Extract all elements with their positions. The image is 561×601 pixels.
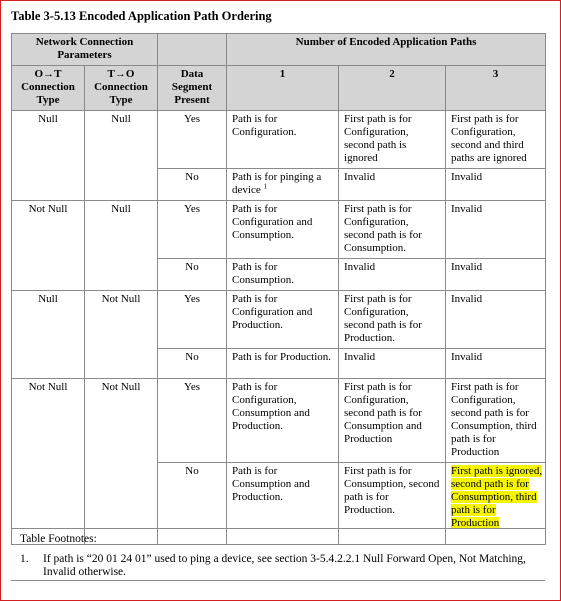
header-data-segment: Data Segment Present — [158, 66, 227, 111]
ot-type-cell: Null — [12, 291, 85, 379]
path-1-cell: Path is for Consumption and Production. — [227, 463, 339, 545]
table-row — [12, 291, 546, 349]
path-2-cell: Invalid — [339, 349, 446, 379]
footnotes-title: Table Footnotes: — [20, 533, 97, 545]
data-segment-cell: Yes — [158, 201, 227, 259]
data-segment-cell: Yes — [158, 111, 227, 169]
path-1-cell: Path is for Production. — [227, 349, 339, 379]
data-segment-cell: Yes — [158, 379, 227, 463]
table-row — [12, 379, 546, 463]
highlighted-text: First path is ignored, second path is for Consumption, third path is for Production — [451, 465, 543, 529]
table-row — [12, 201, 546, 259]
path-2-cell: First path is for Configuration, second path is for Consumption and Production — [339, 379, 446, 463]
path-2-cell: First path is for Configuration, second path is for Production. — [339, 291, 446, 349]
header-ot-type: O→T Connection Type — [12, 66, 85, 111]
data-segment-cell: Yes — [158, 291, 227, 349]
path-1-cell: Path is for Configuration, Consumption and Production. — [227, 379, 339, 463]
path-3-cell: First path is for Configuration, second path is for Consumption, third path is for Production — [446, 379, 546, 463]
to-type-cell: Null — [85, 111, 158, 201]
path-1-cell: Path is for Configuration and Consumption. — [227, 201, 339, 259]
to-type-cell: Null — [85, 201, 158, 291]
path-2-cell: First path is for Configuration, second path is for Consumption. — [339, 201, 446, 259]
path-3-cell: Invalid — [446, 169, 546, 201]
header-col-3: 3 — [446, 66, 546, 111]
footnote-divider — [11, 528, 545, 529]
path-1-cell — [227, 169, 339, 201]
path-3-cell — [446, 463, 546, 545]
path-1-cell: Path is for Configuration. — [227, 111, 339, 169]
header-network-params: Network Connection Parameters — [12, 34, 158, 66]
header-num-paths: Number of Encoded Application Paths — [227, 34, 546, 66]
header-blank — [158, 34, 227, 66]
to-type-cell: Not Null — [85, 379, 158, 545]
header-to-type: T→O Connection Type — [85, 66, 158, 111]
to-type-cell: Not Null — [85, 291, 158, 379]
data-segment-cell: No — [158, 259, 227, 291]
path-2-cell: First path is for Consumption, second path is for Production. — [339, 463, 446, 545]
path-1-cell: Path is for Configuration and Production. — [227, 291, 339, 349]
ot-type-cell: Not Null — [12, 201, 85, 291]
path-2-cell: Invalid — [339, 169, 446, 201]
footnote-number: 1. — [20, 553, 29, 565]
path-3-cell: Invalid — [446, 201, 546, 259]
header-row-1 — [12, 34, 546, 66]
footnote-text: If path is “20 01 24 01” used to ping a device, see section 3-5.4.2.2.1 Null Forward Open, Not Matching, Invalid otherwise. — [43, 553, 526, 578]
ot-type-cell: Null — [12, 111, 85, 201]
header-row-2 — [12, 66, 546, 111]
data-segment-cell: No — [158, 463, 227, 545]
data-segment-cell: No — [158, 349, 227, 379]
path-3-cell: First path is for Configuration, second and third paths are ignored — [446, 111, 546, 169]
path-2-cell: First path is for Configuration, second path is ignored — [339, 111, 446, 169]
table-row — [12, 111, 546, 169]
ot-type-cell: Not Null — [12, 379, 85, 545]
path-1-cell: Path is for Consumption. — [227, 259, 339, 291]
path-1-text: Path is for pinging a device — [232, 171, 322, 196]
header-col-1: 1 — [227, 66, 339, 111]
header-col-2: 2 — [339, 66, 446, 111]
table-title: Table 3-5.13 Encoded Application Path Ordering — [11, 9, 272, 23]
path-3-cell: Invalid — [446, 291, 546, 349]
footnote-ref: 1 — [263, 182, 267, 191]
path-3-cell: Invalid — [446, 349, 546, 379]
path-3-cell: Invalid — [446, 259, 546, 291]
footnote-bottom-rule — [11, 580, 545, 581]
path-ordering-table — [11, 33, 546, 545]
data-segment-cell: No — [158, 169, 227, 201]
path-2-cell: Invalid — [339, 259, 446, 291]
